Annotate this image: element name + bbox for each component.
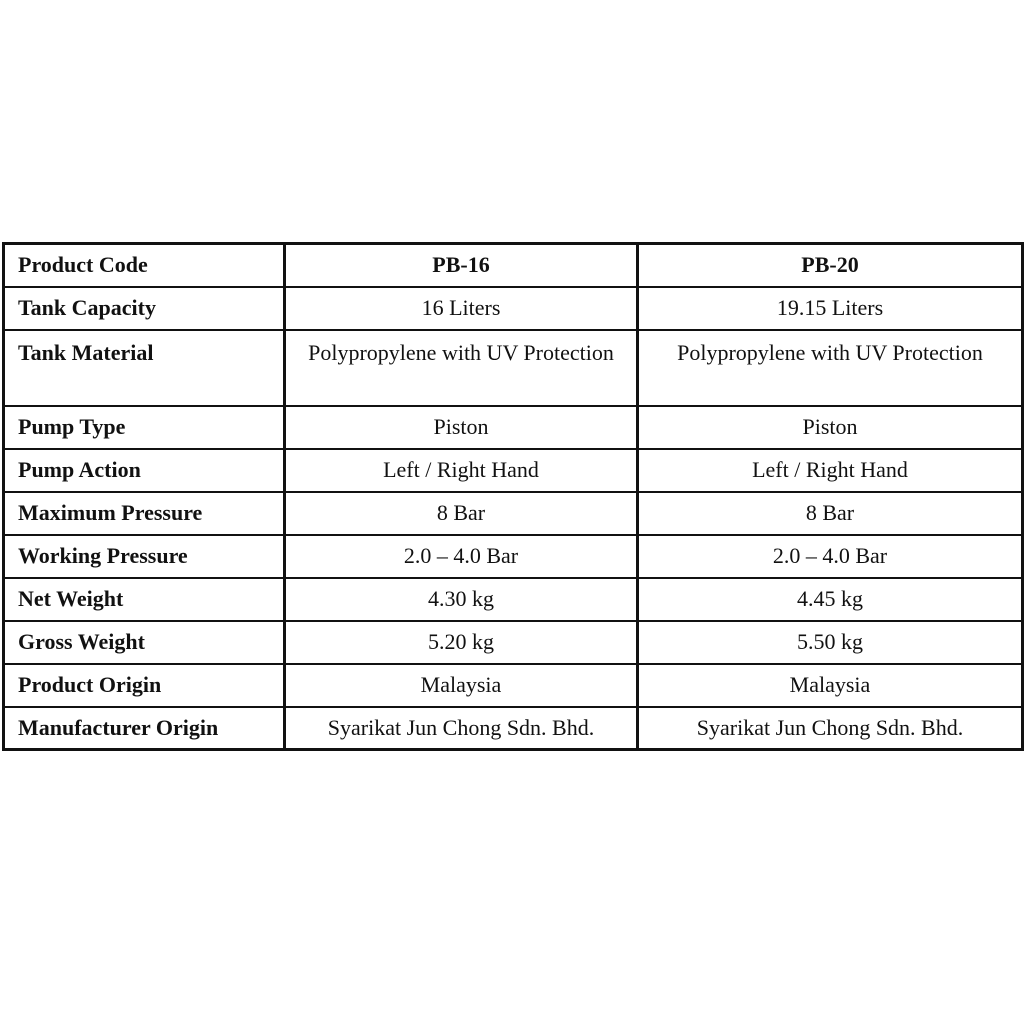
row-value-pb-20: Left / Right Hand <box>638 449 1023 492</box>
table-row <box>4 621 1023 664</box>
product-spec-table <box>2 242 1024 751</box>
row-label: Net Weight <box>4 578 285 621</box>
row-value-pb-16: 16 Liters <box>285 287 638 330</box>
table-header-row <box>4 244 1023 287</box>
row-value-pb-20: 4.45 kg <box>638 578 1023 621</box>
row-value-pb-20: 19.15 Liters <box>638 287 1023 330</box>
row-value-pb-20: Syarikat Jun Chong Sdn. Bhd. <box>638 707 1023 750</box>
row-label: Manufacturer Origin <box>4 707 285 750</box>
header-label-product-code: Product Code <box>4 244 285 287</box>
row-value-pb-20: 8 Bar <box>638 492 1023 535</box>
table-row <box>4 535 1023 578</box>
row-label: Pump Action <box>4 449 285 492</box>
table-row <box>4 578 1023 621</box>
row-label: Maximum Pressure <box>4 492 285 535</box>
table-row <box>4 287 1023 330</box>
header-pb-20: PB-20 <box>638 244 1023 287</box>
row-label: Tank Material <box>4 330 285 406</box>
row-value-pb-16: 2.0 – 4.0 Bar <box>285 535 638 578</box>
table-row <box>4 406 1023 449</box>
row-value-pb-16: Syarikat Jun Chong Sdn. Bhd. <box>285 707 638 750</box>
row-value-pb-16: Malaysia <box>285 664 638 707</box>
table-row <box>4 492 1023 535</box>
row-label: Product Origin <box>4 664 285 707</box>
row-label: Pump Type <box>4 406 285 449</box>
table-row <box>4 707 1023 750</box>
row-label: Working Pressure <box>4 535 285 578</box>
table-row <box>4 449 1023 492</box>
table-row <box>4 330 1023 406</box>
row-value-pb-16: 5.20 kg <box>285 621 638 664</box>
header-pb-16: PB-16 <box>285 244 638 287</box>
row-value-pb-16: 8 Bar <box>285 492 638 535</box>
row-value-pb-20: 5.50 kg <box>638 621 1023 664</box>
row-label: Gross Weight <box>4 621 285 664</box>
row-value-pb-16: Left / Right Hand <box>285 449 638 492</box>
row-value-pb-16: Polypropylene with UV Protection <box>285 330 638 406</box>
row-value-pb-20: 2.0 – 4.0 Bar <box>638 535 1023 578</box>
row-value-pb-16: Piston <box>285 406 638 449</box>
table-row <box>4 664 1023 707</box>
row-label: Tank Capacity <box>4 287 285 330</box>
row-value-pb-20: Malaysia <box>638 664 1023 707</box>
row-value-pb-20: Polypropylene with UV Protection <box>638 330 1023 406</box>
row-value-pb-20: Piston <box>638 406 1023 449</box>
row-value-pb-16: 4.30 kg <box>285 578 638 621</box>
